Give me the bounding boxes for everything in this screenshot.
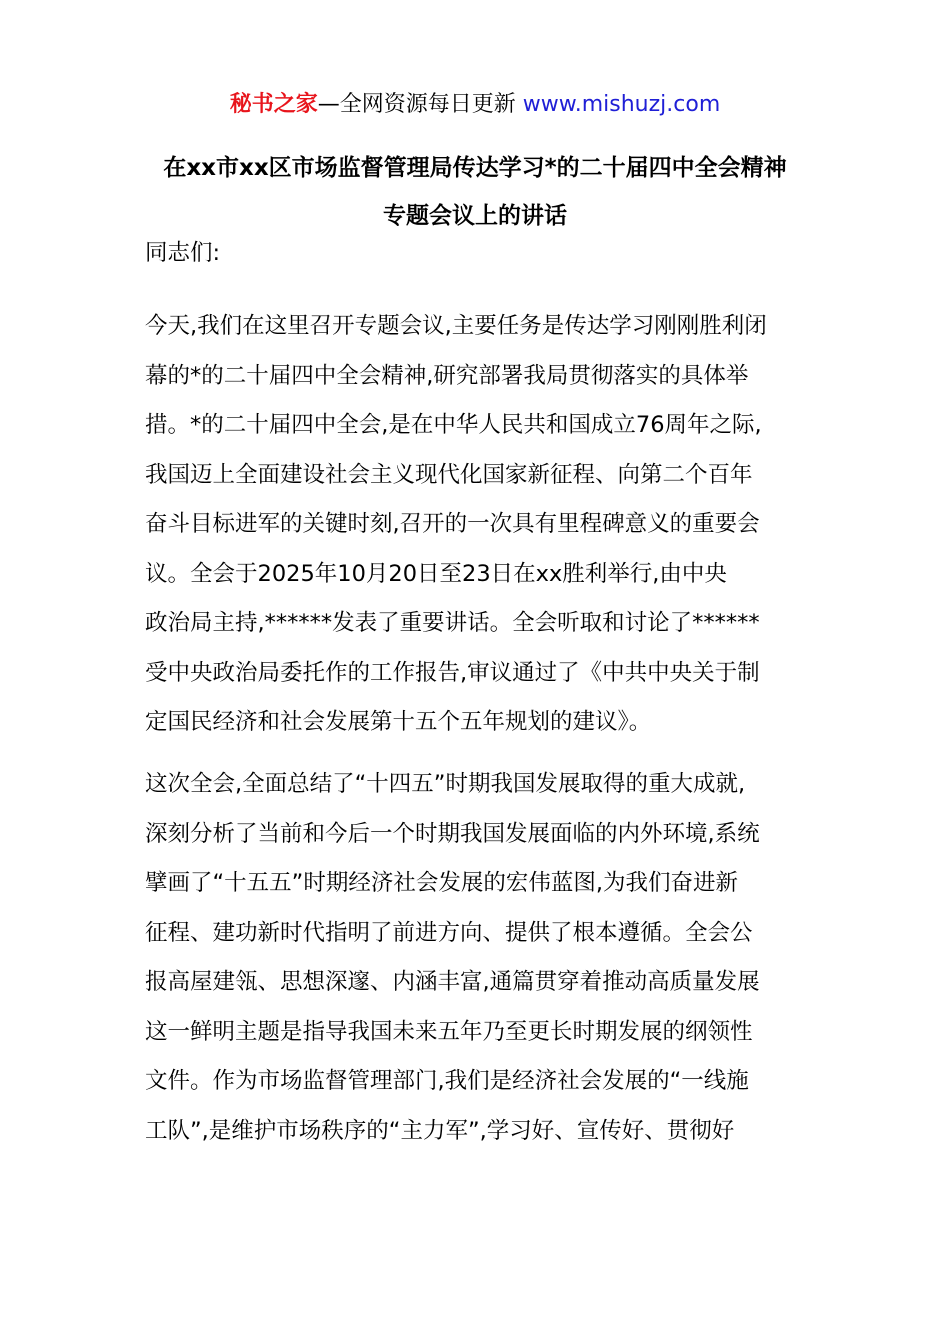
paragraph-line: 征程、建功新时代指明了前进方向、提供了根本遵循。全会公: [145, 919, 753, 946]
brand-name: 秘书之家: [229, 92, 318, 117]
paragraph-line: 受中央政治局委托作的工作报告,审议通过了《中共中央关于制: [145, 659, 760, 686]
greeting: [145, 229, 810, 279]
header-tagline: —全网资源每日更新: [317, 92, 516, 117]
paragraph-line: 今天,我们在这里召开专题会议,主要任务是传达学习刚刚胜利闭: [145, 313, 767, 339]
paragraph-line: 奋斗目标进军的关键时刻,召开的一次具有里程碑意义的重要会: [145, 511, 760, 537]
paragraph-line: 擘画了“十五五”时期经济社会发展的宏伟蓝图,为我们奋进新: [145, 870, 738, 896]
paragraph-line: 措。*的二十届四中全会,是在中华人民共和国成立76周年之际,: [145, 412, 762, 438]
paragraph-line: 文件。作为市场监督管理部门,我们是经济社会发展的“一线施: [145, 1068, 749, 1094]
site-url-link[interactable]: www.mishuzj.com: [522, 92, 721, 117]
paragraph-line: 议。全会于2025年10月20日至23日在xx胜利举行,由中央: [145, 560, 727, 587]
paragraph-line: 工队”,是维护市场秩序的“主力军”,学习好、宣传好、贯彻好: [145, 1117, 735, 1144]
paragraph-line: 幕的*的二十届四中全会精神,研究部署我局贯彻落实的具体举: [145, 362, 749, 389]
paragraph-line: 报高屋建瓴、思想深邃、内涵丰富,通篇贯穿着推动高质量发展: [145, 969, 760, 995]
paragraph-1: [145, 302, 810, 748]
paragraph-line: 这次全会,全面总结了“十四五”时期我国发展取得的重大成就,: [145, 771, 746, 797]
paragraph-line: 深刻分析了当前和今后一个时期我国发展面临的内外环境,系统: [145, 820, 760, 847]
paragraph-line: 定国民经济和社会发展第十五个五年规划的建议》。: [145, 709, 652, 735]
paragraph-2: [145, 760, 810, 1156]
paragraph-line: 这一鲜明主题是指导我国未来五年乃至更长时期发展的纲领性: [145, 1018, 753, 1045]
paragraph-line: 政治局主持,******发表了重要讲话。全会听取和讨论了******: [145, 610, 760, 636]
site-header: [0, 88, 950, 122]
document-title-line-2: 专题会议上的讲话: [383, 203, 567, 229]
paragraph-line: 我国迈上全面建设社会主义现代化国家新征程、向第二个百年: [145, 461, 753, 488]
greeting-text: 同志们:: [145, 240, 221, 266]
document-title-line-1: 在xx市xx区市场监督管理局传达学习*的二十届四中全会精神: [163, 155, 787, 181]
